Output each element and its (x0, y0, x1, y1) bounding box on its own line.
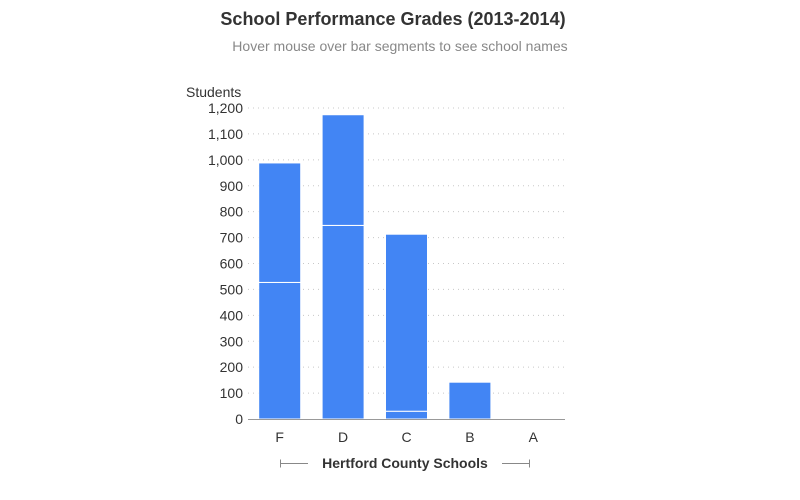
y-tick-label: 300 (219, 333, 243, 350)
x-tick-label: F (275, 429, 284, 445)
bar-segment-f-1[interactable] (259, 282, 301, 419)
bar-segment-d-1[interactable] (322, 225, 364, 419)
x-tick-label: D (338, 429, 349, 445)
y-tick-label: 600 (219, 255, 243, 272)
chart-title: School Performance Grades (2013-2014) (220, 9, 566, 29)
y-tick-label: 200 (219, 359, 243, 376)
y-tick-label: 800 (219, 203, 243, 220)
x-axis-title: Hertford County Schools (322, 455, 488, 471)
y-tick-label: 400 (219, 307, 243, 324)
y-tick-label: 1,100 (207, 125, 243, 142)
y-tick-label: 500 (219, 281, 243, 298)
x-axis-title-group (280, 455, 530, 471)
y-tick-label: 900 (219, 177, 243, 194)
y-tick-label: 0 (235, 411, 243, 427)
x-tick-label: B (465, 429, 475, 445)
bar-segment-c-2[interactable] (386, 234, 428, 411)
x-tick-label: C (401, 429, 412, 445)
y-tick-label: 700 (219, 229, 243, 246)
bar-segment-f-2[interactable] (259, 163, 301, 282)
y-tick-label: 1,200 (207, 100, 243, 116)
bar-segment-b-1[interactable] (449, 382, 491, 419)
y-tick-label: 100 (219, 385, 243, 402)
bar-segment-c-1[interactable] (386, 411, 428, 419)
chart-subtitle: Hover mouse over bar segments to see school names (232, 38, 568, 54)
y-tick-label: 1,000 (207, 151, 243, 168)
bars (259, 115, 491, 419)
x-axis-ticks (275, 429, 538, 445)
x-tick-label: A (528, 429, 538, 445)
bar-segment-d-2[interactable] (322, 115, 364, 226)
y-axis-title: Students (186, 84, 242, 100)
y-axis-ticks (208, 100, 243, 427)
